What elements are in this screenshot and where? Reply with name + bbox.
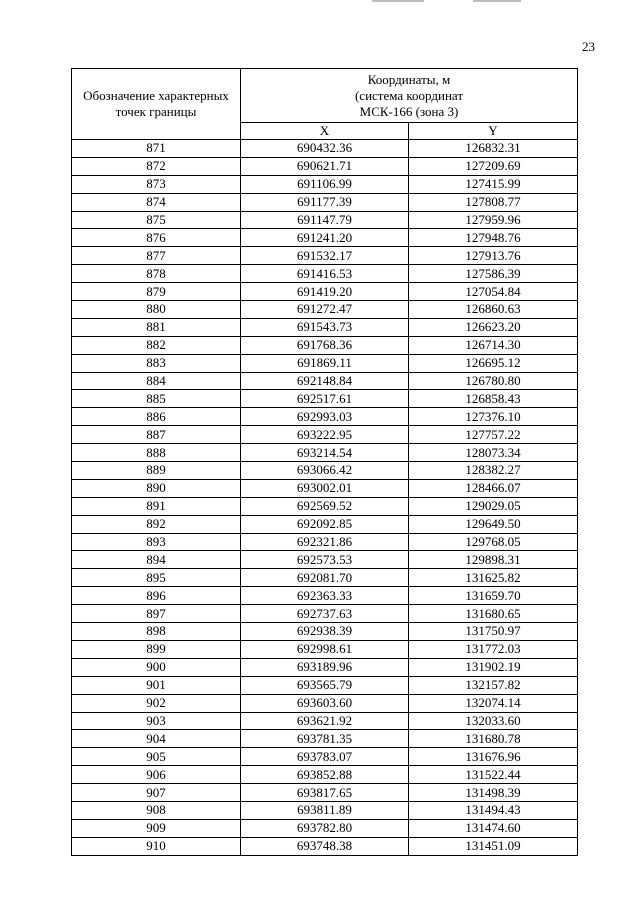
y-cell: 131680.65 — [409, 605, 578, 623]
table-row — [72, 211, 578, 229]
point-cell: 898 — [72, 623, 241, 641]
x-cell: 693817.65 — [241, 784, 409, 802]
y-cell: 128466.07 — [409, 479, 578, 497]
table-row — [72, 372, 578, 390]
y-cell: 131451.09 — [409, 837, 578, 855]
header-coordinates — [241, 69, 578, 123]
point-cell: 887 — [72, 426, 241, 444]
point-cell: 890 — [72, 479, 241, 497]
y-cell: 127757.22 — [409, 426, 578, 444]
x-cell: 691106.99 — [241, 175, 409, 193]
point-cell: 904 — [72, 730, 241, 748]
table-row — [72, 623, 578, 641]
x-cell: 693066.42 — [241, 462, 409, 480]
point-cell: 891 — [72, 497, 241, 515]
point-cell: 886 — [72, 408, 241, 426]
y-cell: 131494.43 — [409, 801, 578, 819]
x-cell: 693621.92 — [241, 712, 409, 730]
x-cell: 692938.39 — [241, 623, 409, 641]
table-row — [72, 497, 578, 515]
y-cell: 129029.05 — [409, 497, 578, 515]
y-cell: 127054.84 — [409, 283, 578, 301]
y-cell: 126860.63 — [409, 301, 578, 319]
y-cell: 128382.27 — [409, 462, 578, 480]
x-cell: 691419.20 — [241, 283, 409, 301]
table-row — [72, 676, 578, 694]
point-cell: 879 — [72, 283, 241, 301]
point-cell: 909 — [72, 819, 241, 837]
y-cell: 127415.99 — [409, 175, 578, 193]
table-body — [72, 140, 578, 856]
x-cell: 690621.71 — [241, 157, 409, 175]
table-row — [72, 533, 578, 551]
x-cell: 692148.84 — [241, 372, 409, 390]
y-cell: 129768.05 — [409, 533, 578, 551]
y-cell: 131498.39 — [409, 784, 578, 802]
point-cell: 908 — [72, 801, 241, 819]
point-cell: 902 — [72, 694, 241, 712]
point-cell: 882 — [72, 336, 241, 354]
x-cell: 693002.01 — [241, 479, 409, 497]
point-cell: 876 — [72, 229, 241, 247]
x-cell: 693782.80 — [241, 819, 409, 837]
x-cell: 693222.95 — [241, 426, 409, 444]
table-row — [72, 354, 578, 372]
x-cell: 691177.39 — [241, 193, 409, 211]
x-cell: 691241.20 — [241, 229, 409, 247]
point-cell: 894 — [72, 551, 241, 569]
x-cell: 693565.79 — [241, 676, 409, 694]
y-cell: 127959.96 — [409, 211, 578, 229]
table-row — [72, 175, 578, 193]
x-cell: 692321.86 — [241, 533, 409, 551]
x-cell: 691147.79 — [241, 211, 409, 229]
point-cell: 883 — [72, 354, 241, 372]
header-coordinates-line2: (система координат — [354, 87, 464, 103]
table-row — [72, 605, 578, 623]
y-cell: 126714.30 — [409, 336, 578, 354]
y-cell: 131522.44 — [409, 766, 578, 784]
x-cell: 692569.52 — [241, 497, 409, 515]
table-row — [72, 766, 578, 784]
y-cell: 129649.50 — [409, 515, 578, 533]
table-row — [72, 390, 578, 408]
y-cell: 132033.60 — [409, 712, 578, 730]
y-cell: 131902.19 — [409, 658, 578, 676]
point-cell: 892 — [72, 515, 241, 533]
coordinates-table — [71, 68, 578, 856]
header-x: X — [241, 123, 409, 140]
table-row — [72, 140, 578, 158]
table-row — [72, 784, 578, 802]
y-cell: 126832.31 — [409, 140, 578, 158]
table-row — [72, 479, 578, 497]
point-cell: 875 — [72, 211, 241, 229]
point-cell: 889 — [72, 462, 241, 480]
x-cell: 692737.63 — [241, 605, 409, 623]
table-row — [72, 157, 578, 175]
x-cell: 692993.03 — [241, 408, 409, 426]
table-row — [72, 551, 578, 569]
table-row — [72, 730, 578, 748]
table-row — [72, 462, 578, 480]
y-cell: 126858.43 — [409, 390, 578, 408]
point-cell: 903 — [72, 712, 241, 730]
point-cell: 880 — [72, 301, 241, 319]
scan-artifact — [473, 0, 521, 2]
y-cell: 131676.96 — [409, 748, 578, 766]
table-row — [72, 229, 578, 247]
point-cell: 893 — [72, 533, 241, 551]
point-cell: 899 — [72, 640, 241, 658]
point-cell: 901 — [72, 676, 241, 694]
y-cell: 127948.76 — [409, 229, 578, 247]
table-row — [72, 408, 578, 426]
x-cell: 691768.36 — [241, 336, 409, 354]
table-row — [72, 336, 578, 354]
y-cell: 126623.20 — [409, 318, 578, 336]
x-cell: 693214.54 — [241, 444, 409, 462]
x-cell: 692092.85 — [241, 515, 409, 533]
point-cell: 881 — [72, 318, 241, 336]
table-row — [72, 426, 578, 444]
y-cell: 127586.39 — [409, 265, 578, 283]
y-cell: 132157.82 — [409, 676, 578, 694]
table-row — [72, 515, 578, 533]
y-cell: 127913.76 — [409, 247, 578, 265]
x-cell: 692081.70 — [241, 569, 409, 587]
table-row — [72, 301, 578, 319]
x-cell: 693189.96 — [241, 658, 409, 676]
table-row — [72, 569, 578, 587]
y-cell: 127376.10 — [409, 408, 578, 426]
y-cell: 131772.03 — [409, 640, 578, 658]
table-row — [72, 247, 578, 265]
table-row — [72, 283, 578, 301]
point-cell: 877 — [72, 247, 241, 265]
point-cell: 871 — [72, 140, 241, 158]
header-y: Y — [409, 123, 578, 140]
table-row — [72, 193, 578, 211]
x-cell: 691543.73 — [241, 318, 409, 336]
point-cell: 907 — [72, 784, 241, 802]
x-cell: 693603.60 — [241, 694, 409, 712]
point-cell: 906 — [72, 766, 241, 784]
table-row — [72, 694, 578, 712]
x-cell: 691532.17 — [241, 247, 409, 265]
table-row — [72, 658, 578, 676]
y-cell: 131625.82 — [409, 569, 578, 587]
x-cell: 691869.11 — [241, 354, 409, 372]
y-cell: 126780.80 — [409, 372, 578, 390]
point-cell: 895 — [72, 569, 241, 587]
y-cell: 127209.69 — [409, 157, 578, 175]
header-coordinates-line1: Координаты, м — [367, 71, 451, 87]
table-row — [72, 587, 578, 605]
x-cell: 692998.61 — [241, 640, 409, 658]
point-cell: 905 — [72, 748, 241, 766]
y-cell: 132074.14 — [409, 694, 578, 712]
table-row — [72, 265, 578, 283]
x-cell: 691416.53 — [241, 265, 409, 283]
x-cell: 691272.47 — [241, 301, 409, 319]
point-cell: 872 — [72, 157, 241, 175]
y-cell: 127808.77 — [409, 193, 578, 211]
y-cell: 131680.78 — [409, 730, 578, 748]
x-cell: 693783.07 — [241, 748, 409, 766]
x-cell: 692517.61 — [241, 390, 409, 408]
point-cell: 900 — [72, 658, 241, 676]
table-row — [72, 444, 578, 462]
x-cell: 693852.88 — [241, 766, 409, 784]
y-cell: 129898.31 — [409, 551, 578, 569]
x-cell: 693811.89 — [241, 801, 409, 819]
scan-artifact — [372, 0, 424, 2]
point-cell: 878 — [72, 265, 241, 283]
y-cell: 131659.70 — [409, 587, 578, 605]
table-row — [72, 640, 578, 658]
point-cell: 884 — [72, 372, 241, 390]
table-row — [72, 801, 578, 819]
point-cell: 874 — [72, 193, 241, 211]
point-cell: 910 — [72, 837, 241, 855]
y-cell: 128073.34 — [409, 444, 578, 462]
table-row — [72, 748, 578, 766]
y-cell: 131474.60 — [409, 819, 578, 837]
page-number: 23 — [582, 39, 595, 54]
header-point-designation: Обозначение характерных точек границы — [72, 69, 241, 140]
point-cell: 885 — [72, 390, 241, 408]
table-row — [72, 819, 578, 837]
x-cell: 692573.53 — [241, 551, 409, 569]
header-coordinates-line3: МСК-166 (зона 3) — [359, 103, 459, 119]
point-cell: 896 — [72, 587, 241, 605]
point-cell: 873 — [72, 175, 241, 193]
table-row — [72, 837, 578, 855]
x-cell: 693781.35 — [241, 730, 409, 748]
x-cell: 693748.38 — [241, 837, 409, 855]
table-row — [72, 318, 578, 336]
y-cell: 126695.12 — [409, 354, 578, 372]
x-cell: 692363.33 — [241, 587, 409, 605]
table-row — [72, 712, 578, 730]
point-cell: 888 — [72, 444, 241, 462]
y-cell: 131750.97 — [409, 623, 578, 641]
x-cell: 690432.36 — [241, 140, 409, 158]
point-cell: 897 — [72, 605, 241, 623]
